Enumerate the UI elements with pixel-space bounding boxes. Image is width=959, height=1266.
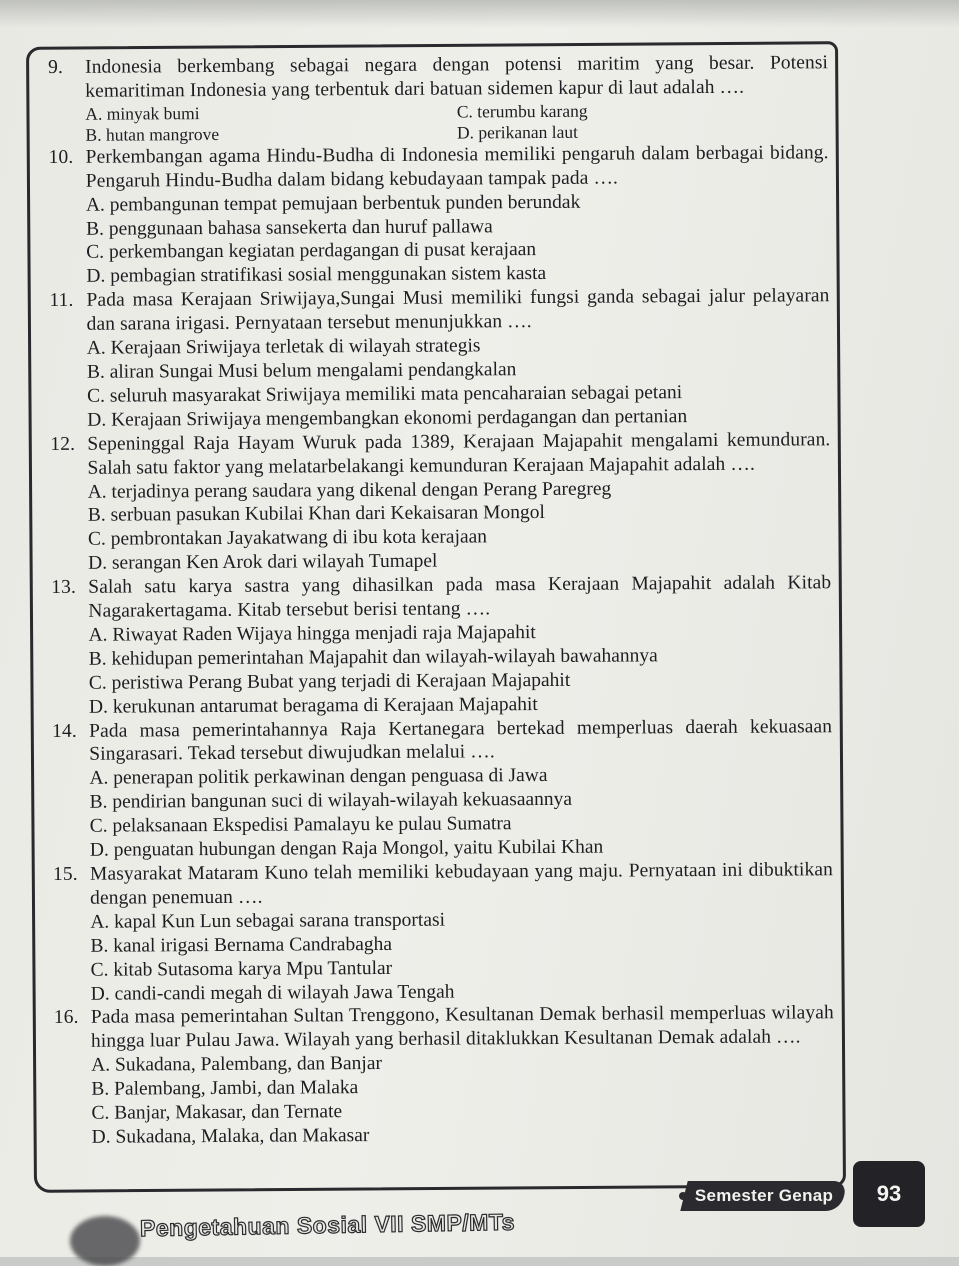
option-c: C. seluruh masyarakat Sriwijaya memiliki mata pencaharaian sebagai petani <box>87 382 683 407</box>
option-a: A. minyak bumi <box>85 102 200 124</box>
semester-label: Semester Genap <box>694 1186 834 1205</box>
question-number: 10. <box>48 146 74 168</box>
book-title: Pengetahuan Sosial VII SMP/MTs <box>139 1208 516 1242</box>
option-d: D. serangan Ken Arok dari wilayah Tumapel <box>88 550 438 574</box>
option-b: B. aliran Sungai Musi belum mengalami pendangkalan <box>86 359 517 383</box>
question-text: Pada masa pemerintahan Sultan Trenggono, Kesultanan Demak berhasil memperluas wilayah hingga luar Pulau Jawa. Wilayah yang berhasil ditaklukkan Kesultanan Demak adalah …. <box>90 1002 834 1053</box>
question-14 <box>52 715 833 863</box>
question-number: 11. <box>49 290 74 312</box>
option-c: C. pembrontakan Jayakatwang di ibu kota kerajaan <box>87 526 488 551</box>
option-c: C. perkembangan kegiatan perdagangan di pusat kerajaan <box>86 239 537 264</box>
option-a: A. pembangunan tempat pemujaan berbentuk punden berundak <box>85 191 581 216</box>
option-c: C. terumbu karang <box>456 100 588 122</box>
option-b: B. pendirian bangunan suci di wilayah-wilayah kekuasaannya <box>89 789 573 814</box>
option-a: A. terjadinya perang saudara yang dikenal dengan Perang Paregreg <box>87 478 612 503</box>
option-b: B. penggunaan bahasa sansekerta dan huruf pallawa <box>85 215 493 240</box>
question-9 <box>48 51 829 146</box>
question-text: Perkembangan agama Hindu-Budha di Indonesia memiliki pengaruh dalam berbagai bidang. Pengaruh Hindu-Budha dalam bidang kebudayaan tampak pada …. <box>85 142 829 192</box>
option-d: D. pembagian stratifikasi sosial menggunakan sistem kasta <box>86 263 547 288</box>
question-number: 9. <box>48 56 63 78</box>
question-number: 13. <box>51 576 76 599</box>
option-a: A. penerapan politik perkawinan dengan penguasa di Jawa <box>89 765 548 790</box>
option-a: A. Kerajaan Sriwijaya terletak di wilayah strategis <box>86 335 481 359</box>
option-d: D. Sukadana, Malaka, dan Makasar <box>91 1125 370 1148</box>
question-text: Pada masa pemerintahannya Raja Kertanegara bertekad memperluas daerah kekuasaan Singarasari. Tekad tersebut diwujudkan melalui …. <box>89 715 833 766</box>
question-number: 12. <box>50 433 76 455</box>
option-d: D. perikanan laut <box>456 121 579 143</box>
option-b: B. hutan mangrove <box>85 123 220 145</box>
question-text: Pada masa Kerajaan Sriwijaya,Sungai Musi memiliki fungsi ganda sebagai jalur pelayaran dan sarana irigasi. Pernyataan tersebut menunjukkan …. <box>86 285 830 335</box>
option-a: A. Riwayat Raden Wijaya hingga menjadi raja Majapahit <box>88 621 536 646</box>
question-15 <box>53 858 834 1006</box>
question-text: Indonesia berkembang sebagai negara dengan potensi maritim yang besar. Potensi kemaritiman Indonesia yang terbentuk dari batuan sidemen kapur di laut adalah …. <box>85 52 829 102</box>
question-number: 15. <box>52 863 78 885</box>
page-number: 93 <box>853 1161 925 1227</box>
option-a: A. kapal Kun Lun sebagai sarana transportasi <box>90 909 446 933</box>
option-b: B. kehidupan pemerintahan Majapahit dan wilayah-wilayah bawahannya <box>88 645 658 670</box>
option-c: C. pelaksanaan Ekspedisi Pamalayu ke pulau Sumatra <box>89 813 512 837</box>
question-10 <box>49 141 830 289</box>
option-c: C. kitab Sutasoma karya Mpu Tantular <box>90 957 393 981</box>
option-c: C. Banjar, Makasar, dan Ternate <box>91 1101 343 1124</box>
question-16 <box>54 1002 835 1150</box>
question-list <box>48 51 835 1150</box>
shadow-blob <box>70 1216 140 1266</box>
question-text: Salah satu karya sastra yang dihasilkan pada masa Kerajaan Majapahit adalah Kitab Nagarakertagama. Kitab tersebut berisi tentang …. <box>88 572 832 622</box>
question-number: 16. <box>53 1007 79 1029</box>
option-b: B. kanal irigasi Bernama Candrabagha <box>90 933 393 957</box>
question-number: 14. <box>52 720 77 742</box>
page-shadow <box>0 0 959 28</box>
option-d: D. candi-candi megah di wilayah Jawa Tengah <box>90 981 455 1005</box>
semester-badge <box>680 1181 847 1211</box>
option-d: D. Kerajaan Sriwijaya mengembangkan ekonomi perdagangan dan pertanian <box>87 405 688 431</box>
question-11 <box>49 284 830 432</box>
option-a: A. Sukadana, Palembang, dan Banjar <box>91 1053 383 1077</box>
option-b: B. Palembang, Jambi, dan Malaka <box>91 1077 359 1100</box>
question-13 <box>51 571 832 719</box>
option-d: D. penguatan hubungan dengan Raja Mongol, yaitu Kubilai Khan <box>89 836 604 861</box>
question-12 <box>50 428 831 576</box>
option-c: C. peristiwa Perang Bubat yang terjadi di Kerajaan Majapahit <box>88 669 571 694</box>
option-d: D. kerukunan antarumat beragama di Kerajaan Majapahit <box>88 693 538 718</box>
option-b: B. serbuan pasukan Kubilai Khan dari Kekaisaran Mongol <box>87 502 545 527</box>
question-text: Masyarakat Mataram Kuno telah memiliki kebudayaan yang maju. Pernyataan ini dibuktikan dengan penemuan …. <box>89 859 834 909</box>
question-text: Sepeninggal Raja Hayam Wuruk pada 1389, Kerajaan Majapahit mengalami kemunduran. Salah satu faktor yang melatarbelakangi kemunduran Kerajaan Majapahit adalah …. <box>87 428 831 479</box>
